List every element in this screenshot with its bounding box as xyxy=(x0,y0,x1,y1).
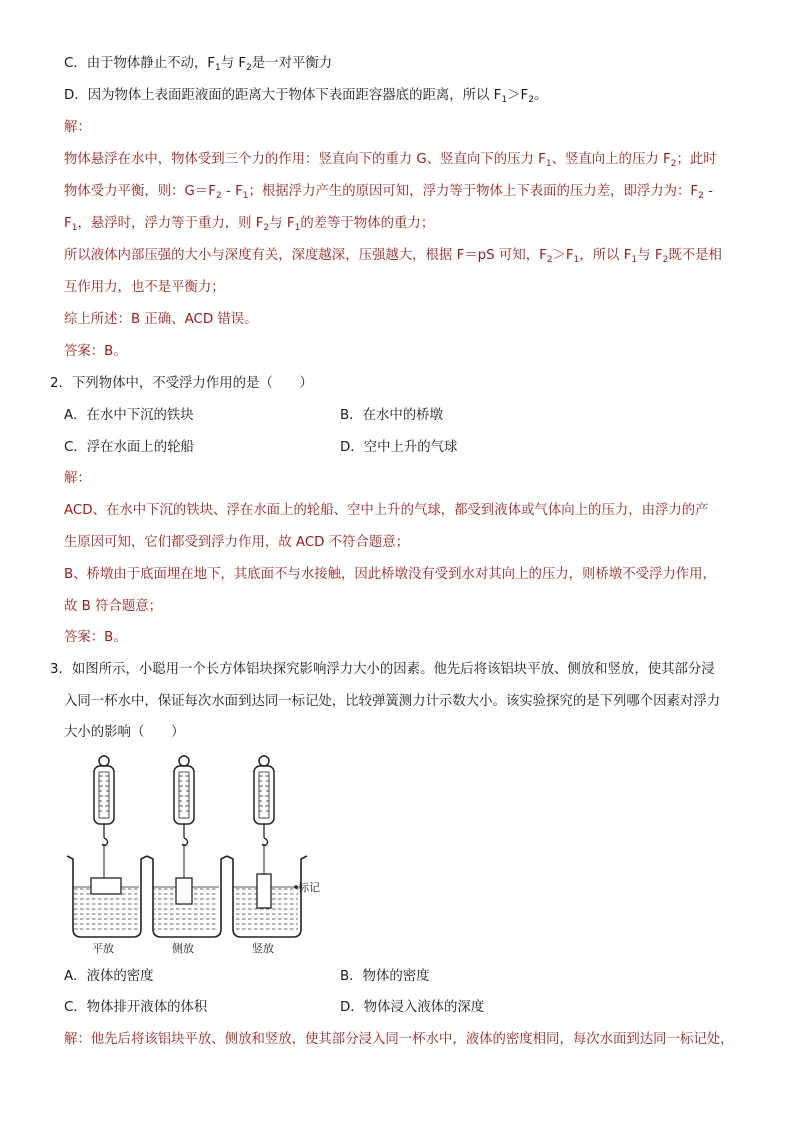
label-upright: 竖放 xyxy=(252,942,274,955)
q3-stem-line-1: 3．如图所示，小聪用一个长方体铝块探究影响浮力大小的因素。他先后将该铝块平放、侧放和竖放，使其部分浸 xyxy=(50,662,715,677)
q1-solution-line-5: 互作用力，也不是平衡力； xyxy=(64,280,225,295)
label-flat: 平放 xyxy=(92,942,114,955)
q2-solution-line-3: B、桥墩由于底面埋在地下，其底面不与水接触，因此桥墩没有受到水对其向上的压力，则桥墩不受浮力作用， xyxy=(64,567,716,582)
q1-solution-label: 解： xyxy=(64,120,91,135)
aluminum-block-upright xyxy=(257,874,271,908)
q1-answer: 答案：B。 xyxy=(64,344,127,359)
q2-stem: 2．下列物体中，不受浮力作用的是（ ） xyxy=(50,376,313,391)
aluminum-block-flat xyxy=(91,878,121,894)
aluminum-block-side xyxy=(176,878,192,904)
apparatus-side xyxy=(147,756,227,955)
q3-stem-line-3: 大小的影响（ ） xyxy=(64,725,185,740)
spring-scale-figure xyxy=(62,752,362,957)
q2-option-d: D．空中上升的气球 xyxy=(340,440,458,455)
q2-answer: 答案：B。 xyxy=(64,630,127,645)
q1-solution-line-6: 综上所述：B 正确、ACD 错误。 xyxy=(64,312,258,327)
q1-solution-line-3: $F_1$，悬浮时，浮力等于重力，则 $F_2$与 $F_1$的差等于物体的重力； xyxy=(64,216,435,233)
q3-option-a: A．液体的密度 xyxy=(64,969,154,984)
q3-option-c: C．物体排开液体的体积 xyxy=(64,1000,208,1015)
q2-solution-line-4: 故 B 符合题意； xyxy=(64,599,163,614)
q1-solution-line-2: 物体受力平衡，则：$G=F_2 - F_1$；根据浮力产生的原因可知，浮力等于物体上下表面的压力差，即浮力为：$F_2$ - xyxy=(64,184,713,201)
q1-option-d: D．因为物体上表面距液面的距离大于物体下表面距容器底的距离，所以 $F_1>F_2$。 xyxy=(64,88,548,105)
q3-option-b: B．物体的密度 xyxy=(340,969,430,984)
spring-scale-3 xyxy=(254,756,274,874)
q2-solution-line-1: ACD、在水中下沉的铁块、浮在水面上的轮船、空中上升的气球，都受到液体或气体向上的压力，由浮力的产 xyxy=(64,503,709,518)
beaker-1 xyxy=(67,856,147,937)
q2-solution-label: 解： xyxy=(64,471,91,486)
apparatus-upright xyxy=(227,756,320,955)
q2-option-c: C．浮在水面上的轮船 xyxy=(64,440,194,455)
q2-option-a: A．在水中下沉的铁块 xyxy=(64,408,194,423)
apparatus-flat xyxy=(67,756,147,955)
q1-solution-line-1: 物体悬浮在水中，物体受到三个力的作用：竖直向下的重力 G、竖直向下的压力 $F_1$、竖直向上的压力 $F_2$；此时 xyxy=(64,152,717,169)
q2-option-b: B．在水中的桥墩 xyxy=(340,408,443,423)
q1-solution-line-4: 所以液体内部压强的大小与深度有关，深度越深，压强越大，根据 F＝pS 可知，$F_2>F_1$，所以 $F_1$与 $F_2$既不是相 xyxy=(64,248,722,265)
q2-solution-line-2: 生原因可知，它们都受到浮力作用，故 ACD 不符合题意； xyxy=(64,535,410,550)
q3-option-d: D．物体浸入液体的深度 xyxy=(340,1000,485,1015)
label-side: 侧放 xyxy=(172,942,194,955)
q3-stem-line-2: 入同一杯水中，保证每次水面到达同一标记处，比较弹簧测力计示数大小。该实验探究的是下列哪个因素对浮力 xyxy=(64,694,721,709)
spring-scale-1 xyxy=(94,756,114,878)
label-mark: 标记 xyxy=(298,881,320,894)
spring-scale-2 xyxy=(174,756,194,878)
q3-solution-line-1: 解：他先后将该铝块平放、侧放和竖放，使其部分浸入同一杯水中，液体的密度相同，每次水面到达同一标记处， xyxy=(64,1032,734,1047)
q1-option-c: C．由于物体静止不动，$F_1$与 $F_2$是一对平衡力 xyxy=(64,56,333,73)
